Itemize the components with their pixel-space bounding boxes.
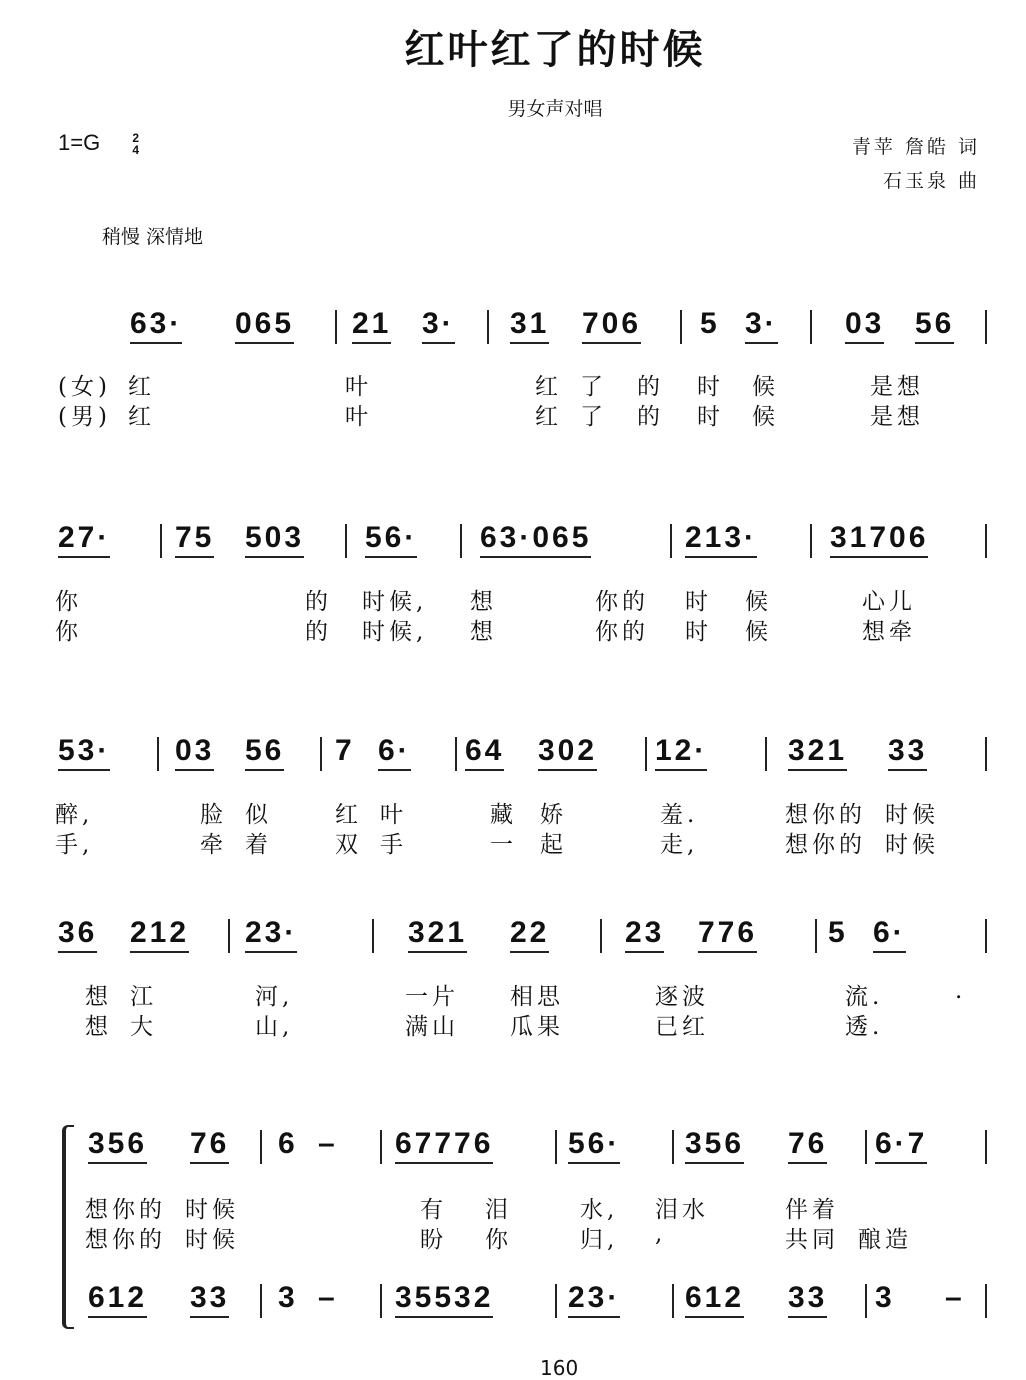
note-group: 56· <box>365 522 417 558</box>
lyric-word: 红 <box>335 802 362 828</box>
lyric-word: 逐波 <box>655 984 709 1010</box>
note-group: 12· <box>655 735 707 771</box>
note-group: 53· <box>58 735 110 771</box>
barline <box>985 1284 987 1318</box>
lyric-word: 手 <box>380 832 407 858</box>
barline <box>460 524 462 558</box>
note-group: 612 <box>88 1282 147 1318</box>
lyric-word: 牵 <box>200 832 227 858</box>
lyric-word: 的 <box>305 589 332 615</box>
lyric-word: 的 <box>637 374 664 400</box>
barline <box>555 1130 557 1164</box>
note-group: 36 <box>58 917 97 953</box>
note-group: 31 <box>510 308 549 344</box>
note-group: 612 <box>685 1282 744 1318</box>
lyric-word: 起 <box>540 832 567 858</box>
lyric-word: 一片 <box>405 984 459 1010</box>
barline <box>455 737 457 771</box>
lyric-word: 了 <box>580 374 607 400</box>
composer-credit: 石玉泉 曲 <box>882 170 980 192</box>
barline <box>985 919 987 953</box>
note-group: 56· <box>568 1128 620 1164</box>
key-signature <box>58 130 139 156</box>
note-group: 03 <box>845 308 884 344</box>
lyric-word: 的 <box>637 404 664 430</box>
lyric-word: 盼 <box>420 1227 447 1253</box>
lyric-word: 手, <box>55 832 94 858</box>
lyric-word: 的 <box>305 619 332 645</box>
note-group: 3 <box>278 1281 298 1314</box>
note-group: 6 <box>278 1127 298 1160</box>
lyric-word: 你 <box>55 589 82 615</box>
lyric-word: 候 <box>752 374 779 400</box>
barline <box>555 1284 557 1318</box>
lyric-word: 有 <box>420 1197 447 1223</box>
note-group: 212 <box>130 917 189 953</box>
lyric-word: 想 <box>85 1014 112 1040</box>
barline <box>380 1130 382 1164</box>
lyric-word: 水, <box>580 1197 619 1223</box>
time-signature <box>132 132 139 156</box>
lyric-word: 藏 <box>490 802 517 828</box>
barline <box>680 310 682 344</box>
key-label: 1=G <box>58 130 101 155</box>
lyric-word: (女) <box>58 374 111 400</box>
note-group: 63·065 <box>480 522 591 558</box>
lyric-word: 候 <box>752 404 779 430</box>
lyric-word: 想你的 <box>85 1227 166 1253</box>
note-group: 065 <box>235 308 294 344</box>
barline <box>670 524 672 558</box>
lyric-word: 时候 <box>185 1197 239 1223</box>
lyric-word: 想 <box>85 984 112 1010</box>
note-group: 33 <box>190 1282 229 1318</box>
lyric-word: 叶 <box>345 404 372 430</box>
system-brace <box>62 1125 74 1329</box>
lyric-word: 醉, <box>55 802 94 828</box>
lyric-word: 时候, <box>362 589 428 615</box>
lyric-word: 想 <box>470 589 497 615</box>
note-group: 67776 <box>395 1128 493 1164</box>
lyric-word: 大 <box>130 1014 157 1040</box>
lyric-word: 时 <box>685 589 712 615</box>
barline <box>260 1130 262 1164</box>
lyric-word: 心儿 <box>862 589 916 615</box>
note-group: 356 <box>88 1128 147 1164</box>
lyric-word: 走, <box>660 832 699 858</box>
note-group: 03 <box>175 735 214 771</box>
barline <box>865 1130 867 1164</box>
lyric-word: 你 <box>55 619 82 645</box>
barline <box>985 524 987 558</box>
lyric-word: 瓜果 <box>510 1014 564 1040</box>
song-subtitle: 男女声对唱 <box>507 98 603 120</box>
lyric-word: 想你的 <box>85 1197 166 1223</box>
lyric-word: 想你的 <box>785 832 866 858</box>
lyric-word: 叶 <box>345 374 372 400</box>
note-group: 302 <box>538 735 597 771</box>
lyric-word: 你的 <box>595 589 649 615</box>
note-group: 35532 <box>395 1282 493 1318</box>
note-group: 776 <box>698 917 757 953</box>
barline <box>228 919 230 953</box>
note-group: 5 <box>828 916 848 949</box>
lyric-word: 时候 <box>885 802 939 828</box>
barline <box>810 524 812 558</box>
note-group: 706 <box>582 308 641 344</box>
lyric-word: 归, <box>580 1227 619 1253</box>
lyric-word: 一 <box>490 832 517 858</box>
barline <box>765 737 767 771</box>
lyric-word: 红 <box>535 404 562 430</box>
note-group: 56 <box>915 308 954 344</box>
lyric-word: 想牵 <box>862 619 916 645</box>
note-group: 6· <box>873 917 906 953</box>
note-group: – <box>318 1127 338 1160</box>
lyric-word: 已红 <box>655 1014 709 1040</box>
lyric-word: 时候, <box>362 619 428 645</box>
lyric-word: 是想 <box>870 374 924 400</box>
barline <box>985 1130 987 1164</box>
note-group: 6· <box>378 735 411 771</box>
barline <box>865 1284 867 1318</box>
barline <box>600 919 602 953</box>
barline <box>320 737 322 771</box>
note-group: 76 <box>788 1128 827 1164</box>
note-group: 3 <box>875 1281 895 1314</box>
lyric-word: 似 <box>245 802 272 828</box>
lyric-word: 时 <box>697 374 724 400</box>
lyric-word: 河, <box>255 984 294 1010</box>
note-group: 63· <box>130 308 182 344</box>
lyric-word: 泪水 <box>655 1197 709 1223</box>
lyric-word: , <box>655 1221 667 1247</box>
lyric-word: 是想 <box>870 404 924 430</box>
page-number: 160 <box>540 1356 579 1380</box>
note-group: 31706 <box>830 522 928 558</box>
note-group: 22 <box>510 917 549 953</box>
lyric-word: 透. <box>845 1014 884 1040</box>
lyricist-credit: 青苹 詹皓 词 <box>851 136 980 158</box>
lyric-word: 伴着 <box>785 1197 839 1223</box>
note-group: 321 <box>788 735 847 771</box>
note-group: 356 <box>685 1128 744 1164</box>
lyric-word: 想你的 <box>785 802 866 828</box>
lyric-word: 酿造 <box>858 1227 912 1253</box>
note-group: 21 <box>352 308 391 344</box>
lyric-word: 候 <box>745 589 772 615</box>
note-group: 56 <box>245 735 284 771</box>
note-group: 3· <box>422 308 455 344</box>
barline <box>372 919 374 953</box>
lyric-word: 叶 <box>380 802 407 828</box>
lyric-word: 红 <box>128 404 155 430</box>
note-group: 503 <box>245 522 304 558</box>
lyric-word: 流. <box>845 984 884 1010</box>
note-group: 7 <box>335 734 355 767</box>
time-bottom: 4 <box>132 143 140 158</box>
barline <box>645 737 647 771</box>
note-group: 321 <box>408 917 467 953</box>
note-group: 23 <box>625 917 664 953</box>
note-group: – <box>945 1281 965 1314</box>
tempo-marking: 稍慢 深情地 <box>102 226 204 248</box>
lyric-word: 你的 <box>595 619 649 645</box>
lyric-word: 满山 <box>405 1014 459 1040</box>
note-group: 27· <box>58 522 110 558</box>
barline <box>672 1130 674 1164</box>
barline <box>810 310 812 344</box>
lyric-word: 共同 <box>785 1227 839 1253</box>
lyric-word: . <box>955 978 967 1004</box>
barline <box>260 1284 262 1318</box>
note-group: 23· <box>245 917 297 953</box>
lyric-word: 时 <box>685 619 712 645</box>
lyric-word: 江 <box>130 984 157 1010</box>
lyric-word: 时 <box>697 404 724 430</box>
lyric-word: 了 <box>580 404 607 430</box>
lyric-word: 候 <box>745 619 772 645</box>
lyric-word: 相思 <box>510 984 564 1010</box>
lyric-word: 双 <box>335 832 362 858</box>
barline <box>345 524 347 558</box>
note-group: 76 <box>190 1128 229 1164</box>
barline <box>815 919 817 953</box>
barline <box>985 310 987 344</box>
note-group: 6·7 <box>875 1128 927 1164</box>
barline <box>160 524 162 558</box>
song-title: 红叶红了的时候 <box>404 26 706 73</box>
lyric-word: (男) <box>58 404 111 430</box>
note-group: 213· <box>685 522 757 558</box>
barline <box>487 310 489 344</box>
lyric-word: 羞. <box>660 802 699 828</box>
note-group: 75 <box>175 522 214 558</box>
lyric-word: 脸 <box>200 802 227 828</box>
lyric-word: 娇 <box>540 802 567 828</box>
lyric-word: 时候 <box>885 832 939 858</box>
note-group: 33 <box>888 735 927 771</box>
lyric-word: 你 <box>485 1227 512 1253</box>
note-group: – <box>318 1281 338 1314</box>
lyric-word: 时候 <box>185 1227 239 1253</box>
lyric-word: 着 <box>245 832 272 858</box>
lyric-word: 红 <box>535 374 562 400</box>
lyric-word: 山, <box>255 1014 294 1040</box>
note-group: 33 <box>788 1282 827 1318</box>
note-group: 64 <box>465 735 504 771</box>
time-top: 2 <box>132 131 140 146</box>
barline <box>985 737 987 771</box>
note-group: 5 <box>700 307 720 340</box>
note-group: 23· <box>568 1282 620 1318</box>
barline <box>380 1284 382 1318</box>
lyric-word: 红 <box>128 374 155 400</box>
note-group: 3· <box>745 308 778 344</box>
barline <box>672 1284 674 1318</box>
lyric-word: 泪 <box>485 1197 512 1223</box>
lyric-word: 想 <box>470 619 497 645</box>
barline <box>335 310 337 344</box>
barline <box>157 737 159 771</box>
